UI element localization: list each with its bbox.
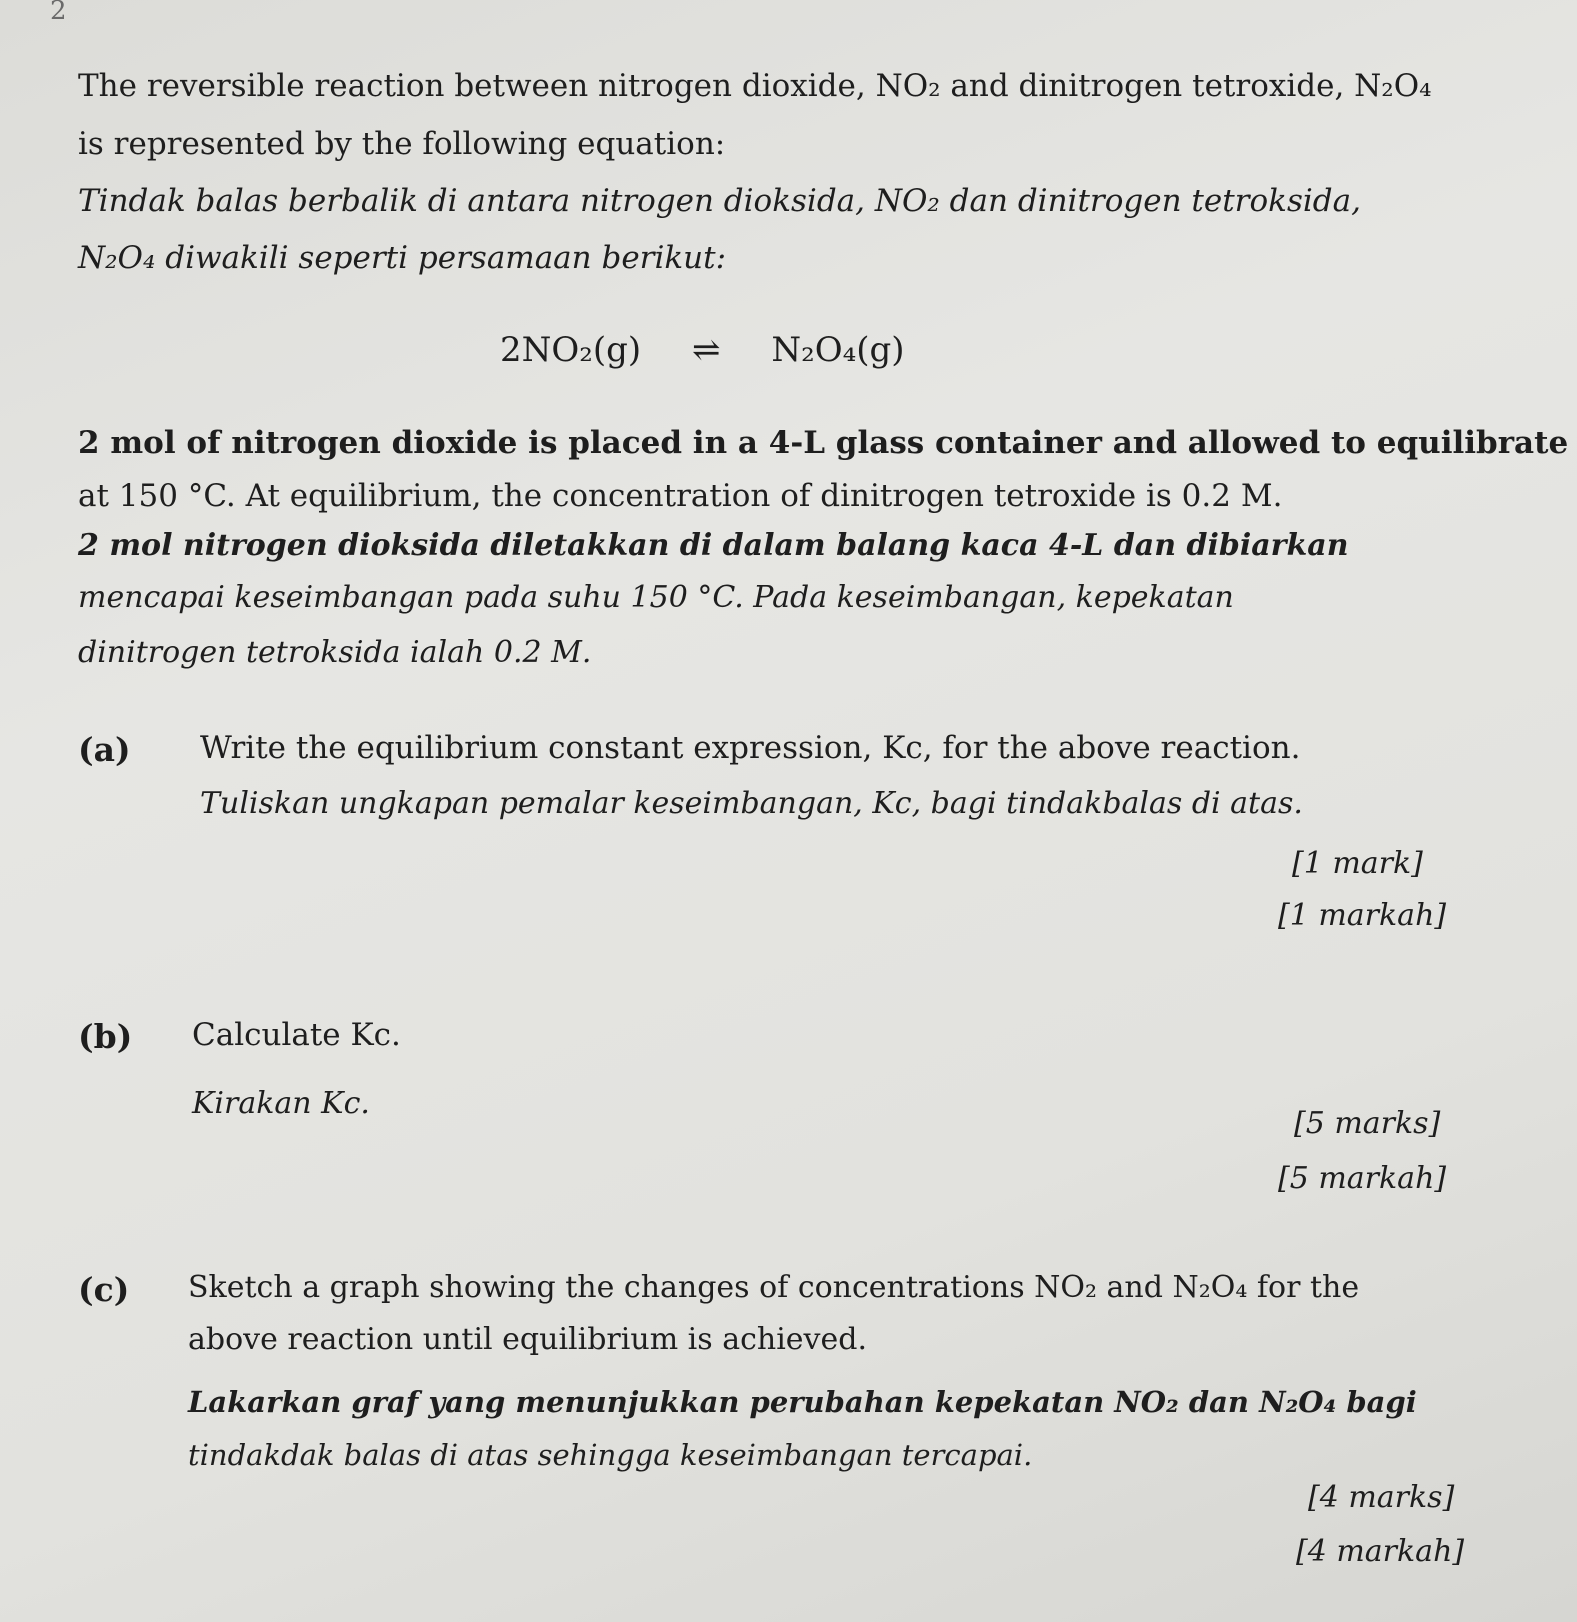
question-b-label: (b) bbox=[78, 1017, 133, 1056]
question-c-english-line-2: above reaction until equilibrium is achieved. bbox=[188, 1322, 867, 1357]
question-c-malay-line-1: Lakarkan graf yang menunjukkan perubahan kepekatan NO₂ dan N₂O₄ bagi bbox=[188, 1385, 1417, 1419]
equation-product: N₂O₄(g) bbox=[771, 330, 905, 370]
setup-malay-line-3: dinitrogen tetroksida ialah 0.2 M. bbox=[78, 635, 592, 670]
question-b-malay: Kirakan Kc. bbox=[192, 1086, 370, 1121]
intro-malay-line-2: N₂O₄ diwakili seperti persamaan berikut: bbox=[78, 240, 727, 276]
setup-malay-line-1: 2 mol nitrogen dioksida diletakkan di dalam balang kaca 4-L dan dibiarkan bbox=[78, 528, 1349, 563]
intro-english-line-1: The reversible reaction between nitrogen dioxide, NO₂ and dinitrogen tetroxide, N₂O₄ bbox=[78, 68, 1432, 104]
question-c-malay-line-2: tindakdak balas di atas sehingga keseimbangan tercapai. bbox=[188, 1438, 1033, 1472]
setup-malay-line-2: mencapai keseimbangan pada suhu 150 °C. Pada keseimbangan, kepekatan bbox=[78, 580, 1234, 615]
equilibrium-arrow-icon: ⇌ bbox=[692, 330, 721, 370]
intro-english-line-2: is represented by the following equation: bbox=[78, 126, 726, 162]
page-number: 2 bbox=[50, 0, 67, 26]
question-b-english: Calculate Kc. bbox=[192, 1017, 401, 1053]
equation-reactant: 2NO₂(g) bbox=[500, 330, 642, 370]
question-a-english: Write the equilibrium constant expression, Kc, for the above reaction. bbox=[200, 730, 1301, 766]
question-b-marks-english: [5 marks] bbox=[1294, 1106, 1441, 1141]
question-a-marks-english: [1 mark] bbox=[1292, 846, 1423, 881]
setup-english-line-1: 2 mol of nitrogen dioxide is placed in a 4-L glass container and allowed to equilibrate bbox=[78, 425, 1569, 461]
question-c-marks-malay: [4 markah] bbox=[1296, 1534, 1465, 1569]
question-a-label: (a) bbox=[78, 730, 131, 769]
setup-english-line-2: at 150 °C. At equilibrium, the concentration of dinitrogen tetroxide is 0.2 M. bbox=[78, 478, 1283, 514]
question-b-marks-malay: [5 markah] bbox=[1278, 1161, 1447, 1196]
question-a-marks-malay: [1 markah] bbox=[1278, 898, 1447, 933]
question-a-malay: Tuliskan ungkapan pemalar keseimbangan, Kc, bagi tindakbalas di atas. bbox=[200, 786, 1303, 821]
chemical-equation bbox=[500, 330, 905, 370]
intro-malay-line-1: Tindak balas berbalik di antara nitrogen dioksida, NO₂ dan dinitrogen tetroksida, bbox=[78, 183, 1361, 219]
question-c-english-line-1: Sketch a graph showing the changes of concentrations NO₂ and N₂O₄ for the bbox=[188, 1270, 1360, 1305]
question-c-label: (c) bbox=[78, 1270, 130, 1309]
question-c-marks-english: [4 marks] bbox=[1308, 1480, 1455, 1515]
